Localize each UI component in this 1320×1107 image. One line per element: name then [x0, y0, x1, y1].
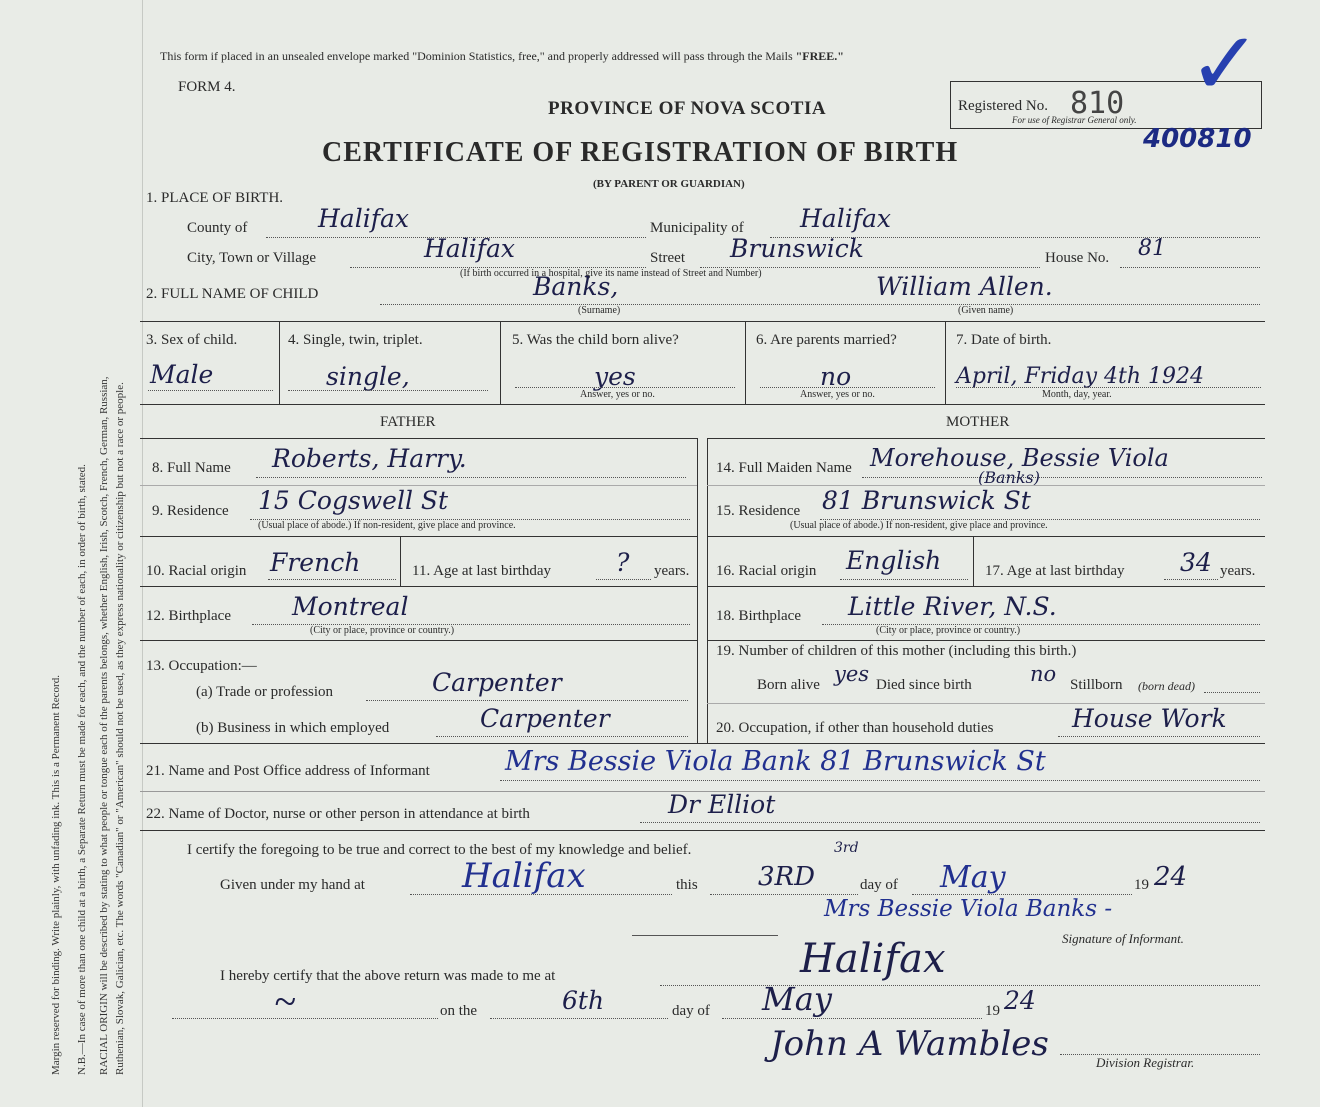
- county-label: County of: [187, 220, 248, 236]
- mother-residence-label: 15. Residence: [716, 503, 801, 519]
- trade-label: (a) Trade or profession: [196, 684, 334, 700]
- registrar-flourish: ~: [274, 979, 296, 1024]
- margin-edge: [142, 0, 143, 1107]
- mother-residence-note: (Usual place of abode.) If non-resident, give place and province.: [790, 520, 1048, 531]
- mother-birthplace: Little River, N.S.: [848, 592, 1057, 621]
- father-business: Carpenter: [480, 704, 610, 733]
- registrar-note: For use of Registrar General only.: [1012, 115, 1137, 125]
- sex-value: Male: [150, 360, 214, 389]
- doctor-label: 22. Name of Doctor, nurse or other person in attendance at birth: [146, 806, 530, 822]
- stillborn-note: (born dead): [1138, 679, 1195, 693]
- father-birthplace-note: (City or place, province or country.): [310, 625, 455, 636]
- registered-label: Registered No.: [958, 98, 1048, 114]
- father-age: ?: [616, 548, 630, 577]
- sex-label: 3. Sex of child.: [146, 332, 238, 348]
- place-heading: 1. PLACE OF BIRTH.: [146, 190, 284, 206]
- registration-year: 24: [1004, 986, 1036, 1015]
- mother-maiden-name: Morehouse, Bessie Viola: [870, 444, 1169, 472]
- registration-day: 6th: [562, 986, 605, 1015]
- father-residence-label: 9. Residence: [152, 503, 229, 519]
- father-race-label: 10. Racial origin: [146, 563, 247, 579]
- multiplicity-value: single,: [326, 362, 410, 391]
- municipality-label: Municipality of: [650, 220, 744, 236]
- born-alive-count: yes: [834, 662, 870, 686]
- registrar-signature: John A Wambles: [770, 1024, 1049, 1064]
- given-name-note: (Given name): [958, 305, 1014, 316]
- father-age-unit: years.: [654, 563, 690, 579]
- mother-race-label: 16. Racial origin: [716, 563, 817, 579]
- born-alive-count-label: Born alive: [757, 677, 820, 693]
- street-value: Brunswick: [730, 234, 864, 263]
- postal-notice: This form if placed in an unsealed envelope marked "Dominion Statistics, free," and properly addressed will pass through the Mails "FREE.": [160, 49, 844, 63]
- margin-note-4: Ruthenian, Slovak, Galician, etc. The words "Canadian" or "American" should not be used, as they express nationality or citizenship but not a race or people.: [114, 382, 126, 1075]
- mother-race: English: [846, 546, 942, 575]
- registrar-certify-line: I hereby certify that the above return was made to me at: [220, 968, 556, 984]
- municipality-value: Halifax: [800, 204, 891, 233]
- dob-label: 7. Date of birth.: [956, 332, 1052, 348]
- street-label: Street: [650, 250, 685, 266]
- given-year-prefix: 19: [1134, 877, 1149, 893]
- mother-occupation: House Work: [1072, 704, 1227, 733]
- mother-married-name: (Banks): [978, 468, 1040, 487]
- house-value: 81: [1138, 236, 1166, 261]
- certify-statement: I certify the foregoing to be true and correct to the best of my knowledge and belief.: [187, 842, 692, 858]
- mother-occupation-label: 20. Occupation, if other than household duties: [716, 720, 994, 736]
- child-given-name: William Allen.: [876, 272, 1053, 301]
- mother-birthplace-label: 18. Birthplace: [716, 608, 801, 624]
- dob-value: April, Friday 4th 1924: [956, 364, 1204, 389]
- married-value: no: [820, 362, 852, 391]
- mother-age: 34: [1180, 548, 1212, 577]
- married-answer-note: Answer, yes or no.: [800, 389, 875, 400]
- father-heading: FATHER: [380, 414, 436, 430]
- mother-age-unit: years.: [1220, 563, 1256, 579]
- surname-note: (Surname): [578, 305, 621, 316]
- informant-label: 21. Name and Post Office address of Informant: [146, 763, 430, 779]
- reg-day-of-label: day of: [672, 1003, 710, 1019]
- given-at-place: Halifax: [462, 856, 586, 896]
- given-month: May: [940, 860, 1006, 895]
- informant-value: Mrs Bessie Viola Bank 81 Brunswick St: [505, 746, 1046, 777]
- born-alive-value: yes: [594, 362, 636, 391]
- mother-age-label: 17. Age at last birthday: [985, 563, 1125, 579]
- informant-signature: Mrs Bessie Viola Banks -: [824, 896, 1113, 922]
- father-occupation-label: 13. Occupation:—: [146, 658, 257, 674]
- mother-heading: MOTHER: [946, 414, 1010, 430]
- registrar-place: Halifax: [800, 936, 946, 982]
- county-value: Halifax: [318, 204, 409, 233]
- accession-number: 400810: [1143, 124, 1252, 154]
- stillborn-label: Stillborn: [1070, 677, 1123, 693]
- checkmark-icon: ✓: [1188, 17, 1262, 114]
- child-surname: Banks,: [533, 272, 619, 301]
- died-label: Died since birth: [876, 677, 972, 693]
- father-trade: Carpenter: [432, 668, 562, 697]
- business-label: (b) Business in which employed: [196, 720, 390, 736]
- registrar-label: Division Registrar.: [1096, 1055, 1195, 1070]
- margin-note-3: RACIAL ORIGIN will be described by stating to what people or tongue each of the parents belongs, whether English, Irish, Scotch, French, German, Russian,: [98, 376, 110, 1075]
- father-birthplace-label: 12. Birthplace: [146, 608, 231, 624]
- father-race: French: [270, 548, 361, 577]
- registered-number: 810: [1070, 86, 1125, 121]
- given-day: 3RD: [758, 862, 815, 892]
- father-age-label: 11. Age at last birthday: [412, 563, 551, 579]
- father-birthplace: Montreal: [292, 592, 409, 621]
- on-the-label: on the: [440, 1003, 478, 1019]
- mother-residence: 81 Brunswick St: [822, 486, 1031, 515]
- city-value: Halifax: [424, 234, 515, 263]
- alive-answer-note: Answer, yes or no.: [580, 389, 655, 400]
- form-number: FORM 4.: [178, 79, 236, 95]
- children-count-label: 19. Number of children of this mother (including this birth.): [716, 643, 1077, 659]
- hospital-note: (If birth occurred in a hospital, give its name instead of Street and Number): [460, 268, 762, 279]
- informant-signature-label: Signature of Informant.: [1062, 931, 1184, 946]
- child-name-label: 2. FULL NAME OF CHILD: [146, 286, 319, 302]
- mother-name-label: 14. Full Maiden Name: [716, 460, 852, 476]
- doctor-value: Dr Elliot: [668, 790, 776, 819]
- dob-note: Month, day, year.: [1042, 389, 1112, 400]
- margin-note-1: Margin reserved for binding. Write plainly, with unfading ink. This is a Permanent Record.: [50, 675, 62, 1075]
- province-heading: PROVINCE OF NOVA SCOTIA: [548, 98, 827, 119]
- multiplicity-label: 4. Single, twin, triplet.: [288, 332, 423, 348]
- house-label: House No.: [1045, 250, 1110, 266]
- mother-birthplace-note: (City or place, province or country.): [876, 625, 1021, 636]
- father-name-label: 8. Full Name: [152, 460, 231, 476]
- reg-year-prefix: 19: [985, 1003, 1000, 1019]
- page-title: CERTIFICATE OF REGISTRATION OF BIRTH: [322, 137, 959, 168]
- page-subtitle: (BY PARENT OR GUARDIAN): [593, 178, 745, 190]
- father-name: Roberts, Harry.: [272, 444, 467, 473]
- this-label: this: [676, 877, 698, 893]
- city-label: City, Town or Village: [187, 250, 317, 266]
- born-alive-label: 5. Was the child born alive?: [512, 332, 679, 348]
- given-at-label: Given under my hand at: [220, 877, 365, 893]
- given-year: 24: [1154, 862, 1188, 892]
- given-day-superscript: 3rd: [834, 840, 859, 856]
- registration-month: May: [762, 980, 832, 1018]
- day-of-label: day of: [860, 877, 898, 893]
- father-residence: 15 Cogswell St: [258, 486, 449, 515]
- married-label: 6. Are parents married?: [756, 332, 897, 348]
- father-residence-note: (Usual place of abode.) If non-resident, give place and province.: [258, 520, 516, 531]
- margin-note-2: N.B.—In case of more than one child at a birth, a Separate Return must be made for each, and the number of each, in order of birth, stated.: [76, 464, 88, 1075]
- died-count: no: [1030, 662, 1057, 686]
